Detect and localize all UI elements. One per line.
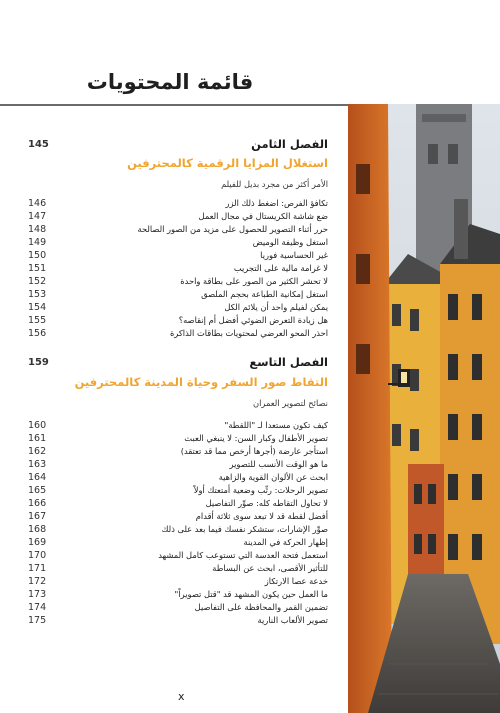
- toc-page-number: 170: [28, 550, 47, 561]
- toc-entry[interactable]: [0, 288, 340, 301]
- chapter-8-subtitle: [0, 157, 340, 170]
- toc-entry-title: هل زيادة التعرض الضوئي أفضل أم إنقاصه؟: [178, 315, 328, 325]
- chapter-title: الفصل التاسع: [249, 355, 328, 369]
- toc-entry-title: لا تحشر الكثير من الصور على بطاقة واحدة: [180, 276, 328, 286]
- toc-page-number: 152: [28, 276, 47, 287]
- street-photo: [348, 104, 500, 713]
- toc-entry[interactable]: [0, 614, 340, 627]
- toc-entry-title: استغل وظيفة الوميض: [252, 237, 328, 247]
- chapter-subtitle: استغلال المزايا الرقمية كالمحترفين: [127, 156, 328, 170]
- toc-entry-title: ابحث عن الألوان القوية والزاهية: [218, 472, 328, 482]
- title-divider: [0, 104, 350, 106]
- toc-entry-title: تكافؤ الفرص: اضغط ذلك الزر: [225, 198, 328, 208]
- toc-entry[interactable]: [0, 562, 340, 575]
- chapter-9-subtitle: [0, 376, 340, 389]
- chapter-9-heading[interactable]: [0, 356, 340, 369]
- toc-entry[interactable]: [0, 314, 340, 327]
- chapter-page-number: 145: [28, 139, 49, 150]
- toc-entry-title: إظهار الحركة في المدينة: [243, 537, 328, 547]
- toc-page-number: 174: [28, 602, 47, 613]
- toc-entry-title: ما العمل حين يكون المشهد قد "قتل تصويراً": [174, 589, 328, 599]
- toc-page-number: 164: [28, 472, 47, 483]
- toc-page-number: 172: [28, 576, 47, 587]
- toc-page-number: 153: [28, 289, 47, 300]
- toc-entry-title: ما هو الوقت الأنسب للتصوير: [229, 459, 328, 469]
- toc-entry-title: ضع شاشة الكريستال في مجال العمل: [198, 211, 328, 221]
- toc-entry-title: غير الحساسية فوريا: [260, 250, 328, 260]
- toc-entry-title: للتأثير الأقصى، ابحث عن البساطة: [212, 563, 328, 573]
- toc-entry[interactable]: [0, 236, 340, 249]
- toc-entry-title: حرر أثناء التصوير للحصول على مزيد من الصور الصالحة: [137, 224, 328, 234]
- toc-entry[interactable]: [0, 588, 340, 601]
- toc-entry[interactable]: [0, 262, 340, 275]
- toc-entry[interactable]: [0, 510, 340, 523]
- toc-page-number: 171: [28, 563, 47, 574]
- toc-entry[interactable]: [0, 432, 340, 445]
- toc-page-number: 155: [28, 315, 47, 326]
- toc-entry[interactable]: [0, 549, 340, 562]
- chapter-8-heading[interactable]: [0, 138, 340, 151]
- toc-entry[interactable]: [0, 471, 340, 484]
- toc-entry-title: كيف تكون مستعدا لـ "اللقطة": [224, 420, 328, 430]
- toc-entry-title: تضمين القمر والمحافظة على التفاصيل: [194, 602, 328, 612]
- toc-entry-title: تصوير الألعاب النارية: [257, 615, 328, 625]
- toc-entry[interactable]: [0, 249, 340, 262]
- chapter-9-intro: [0, 397, 340, 410]
- intro-text: نصائح لتصوير العمران: [253, 398, 328, 408]
- toc-page-number: 167: [28, 511, 47, 522]
- toc-entry[interactable]: [0, 327, 340, 340]
- toc-entry-title: لا غرامة مالية على التجريب: [233, 263, 328, 273]
- toc-page-number: 146: [28, 198, 47, 209]
- toc-entry[interactable]: [0, 523, 340, 536]
- toc-entry-title: تصوير الأطفال وكبار السن: لا ينبغي العبث: [184, 433, 328, 443]
- toc-page-number: 163: [28, 459, 47, 470]
- toc-page-number: 154: [28, 302, 47, 313]
- toc-entry-title: خدعة عصا الارتكاز: [264, 576, 328, 586]
- toc-entry[interactable]: [0, 197, 340, 210]
- toc-entry-title: احذر المحو العرضي لمحتويات بطاقات الذاكرة: [169, 328, 328, 338]
- toc-page-number: 161: [28, 433, 47, 444]
- chapter-title: الفصل الثامن: [251, 137, 328, 151]
- toc-entry[interactable]: [0, 419, 340, 432]
- toc-entry[interactable]: [0, 497, 340, 510]
- toc-entry-title: استغل إمكانية الطباعة بحجم الملصق: [201, 289, 328, 299]
- toc-entry[interactable]: [0, 458, 340, 471]
- toc-entry-title: لا تحاول التقاطه كله: صوِّر التفاصيل: [205, 498, 328, 508]
- toc-page-number: 173: [28, 589, 47, 600]
- toc-entry[interactable]: [0, 210, 340, 223]
- toc-entry-title: استأجر عارضة (أجرها أرخص مما قد تعتقد): [180, 446, 328, 456]
- toc-entry[interactable]: [0, 275, 340, 288]
- toc-entry[interactable]: [0, 601, 340, 614]
- page-title: قائمة المحتويات: [86, 70, 254, 94]
- toc-entry-title: تصوير الرحلات: رتِّب وضعية أمتعتك أولاً: [193, 485, 328, 495]
- toc-page-number: 147: [28, 211, 47, 222]
- toc-entry-title: أفضل لقطة قد لا تبعد سوى ثلاثة أقدام: [195, 511, 328, 521]
- toc-page-number: 156: [28, 328, 47, 339]
- chapter-subtitle: التقاط صور السفر وحياة المدينة كالمحترفين: [74, 375, 328, 389]
- toc-entry[interactable]: [0, 575, 340, 588]
- toc-page-number: 165: [28, 485, 47, 496]
- intro-text: الأمر أكثر من مجرد بديل للفيلم: [221, 179, 328, 189]
- toc-entry-title: صوِّر الإشارات، ستشكر نفسك فيما بعد على ذلك: [161, 524, 328, 534]
- toc-entry-title: يمكن لفيلم واحد أن يلائم الكل: [224, 302, 328, 312]
- toc-entry[interactable]: [0, 301, 340, 314]
- toc-page-number: 149: [28, 237, 47, 248]
- toc-page-number: 175: [28, 615, 47, 626]
- toc-entry-title: استعمل فتحة العدسة التي تستوعب كامل المشهد: [158, 550, 328, 560]
- toc-entry[interactable]: [0, 536, 340, 549]
- page-number: x: [178, 690, 185, 703]
- toc-entry[interactable]: [0, 445, 340, 458]
- toc-page-number: 168: [28, 524, 47, 535]
- toc-page-number: 151: [28, 263, 47, 274]
- toc-page-number: 150: [28, 250, 47, 261]
- chapter-page-number: 159: [28, 357, 49, 368]
- toc-page-number: 162: [28, 446, 47, 457]
- toc-page-number: 169: [28, 537, 47, 548]
- toc-entry[interactable]: [0, 484, 340, 497]
- toc-page-number: 148: [28, 224, 47, 235]
- chapter-8-intro: [0, 178, 340, 191]
- toc-page-number: 166: [28, 498, 47, 509]
- toc-page-number: 160: [28, 420, 47, 431]
- toc-entry[interactable]: [0, 223, 340, 236]
